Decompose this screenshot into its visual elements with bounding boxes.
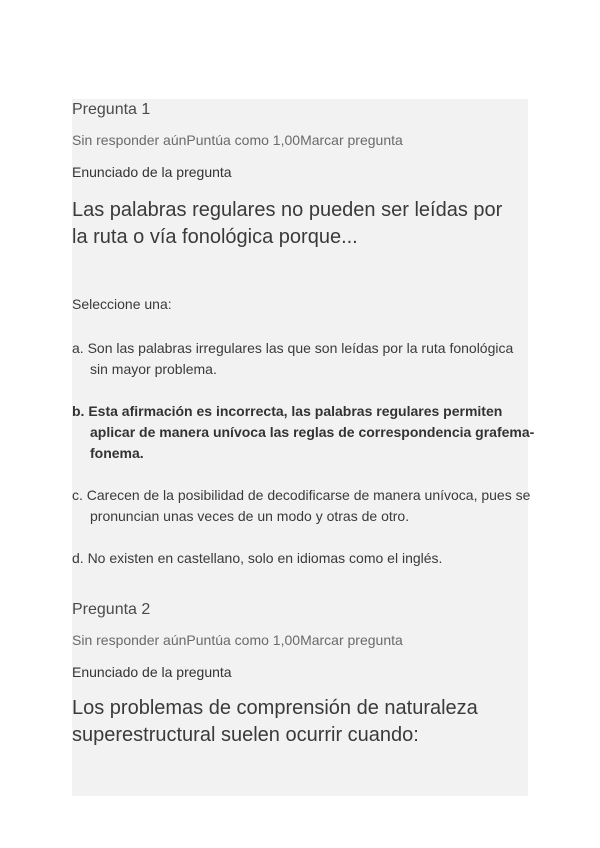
flag-question-1-link[interactable]: Marcar pregunta: [300, 132, 403, 148]
question-1-option-b[interactable]: b. Esta afirmación es incorrecta, las palabras regulares permiten aplicar de manera unívoca las reglas de correspondencia grafema-fonema.: [72, 403, 535, 461]
question-2-text: Los problemas de comprensión de naturaleza superestructural suelen ocurrir cuando:: [72, 697, 478, 746]
question-1-points: Puntúa como 1,00: [186, 132, 301, 148]
question-1-info: [72, 132, 403, 148]
question-1-status: Sin responder aún: [72, 132, 187, 148]
question-2-statement-label: Enunciado de la pregunta: [72, 664, 232, 680]
question-2-points: Puntúa como 1,00: [186, 632, 301, 648]
question-1-option-a[interactable]: a. Son las palabras irregulares las que son leídas por la ruta fonológica sin mayor problema.: [72, 340, 514, 377]
question-1-title: Pregunta 1: [72, 101, 151, 118]
question-1-statement-label: Enunciado de la pregunta: [72, 164, 232, 180]
question-1-option-c[interactable]: c. Carecen de la posibilidad de decodificarse de manera unívoca, pues se pronuncian unas veces de un modo y otras de otro.: [72, 487, 531, 524]
question-2-info: [72, 632, 403, 648]
question-1-select-prompt: Seleccione una:: [72, 296, 172, 312]
question-2-status: Sin responder aún: [72, 632, 187, 648]
question-1-option-d[interactable]: d. No existen en castellano, solo en idiomas como el inglés.: [72, 550, 443, 566]
flag-question-2-link[interactable]: Marcar pregunta: [300, 632, 403, 648]
question-2-title: Pregunta 2: [72, 601, 151, 618]
question-1-text: Las palabras regulares no pueden ser leídas por la ruta o vía fonológica porque...: [72, 199, 503, 248]
